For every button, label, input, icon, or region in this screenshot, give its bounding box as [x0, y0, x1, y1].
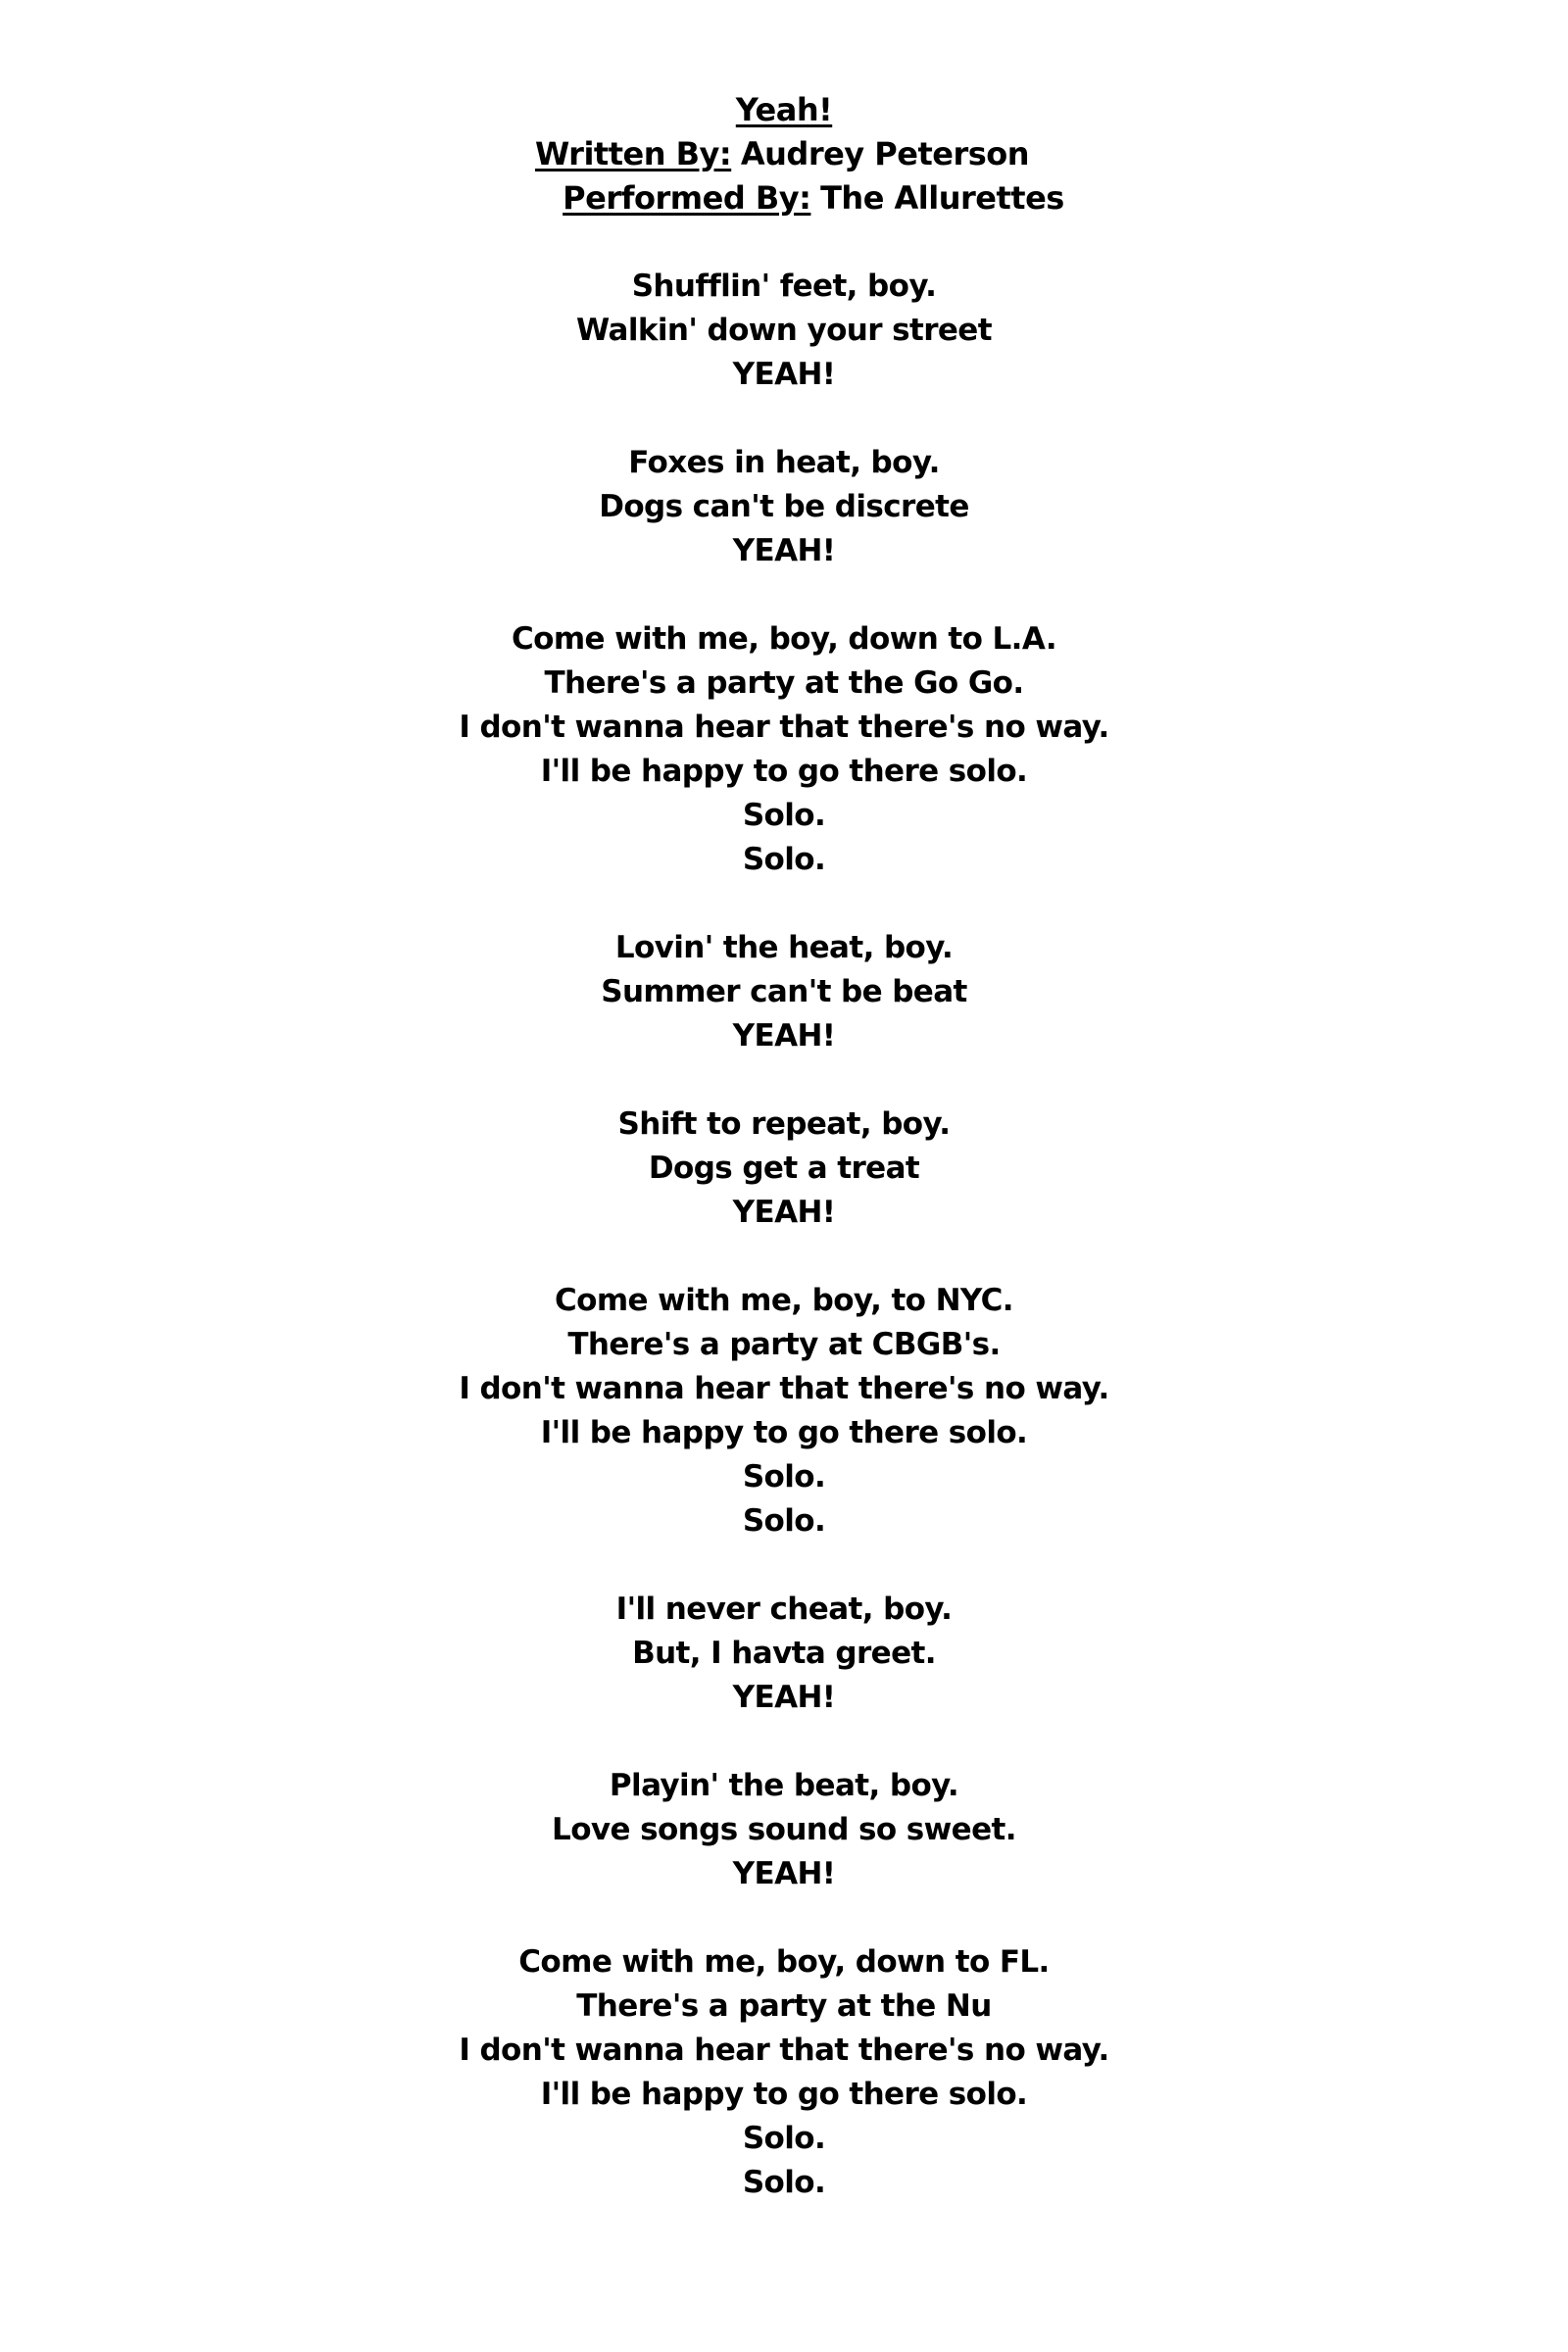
performed-by-line [29, 176, 1568, 220]
lyric-line: There's a party at CBGB's. [567, 1327, 1001, 1362]
performed-by-value: The Allurettes [820, 179, 1064, 217]
lyric-line: Dogs get a treat [648, 1151, 920, 1186]
lyric-line: Playin' the beat, boy. [609, 1768, 959, 1803]
lyric-line: Come with me, boy, down to L.A. [511, 621, 1057, 657]
lyric-line: Shift to repeat, boy. [617, 1106, 951, 1142]
lyric-line: YEAH! [732, 1680, 836, 1715]
lyric-line: I'll never cheat, boy. [615, 1592, 953, 1627]
written-by-line [0, 132, 1566, 176]
lyric-line: Summer can't be beat [601, 974, 967, 1009]
stanza-9 [0, 1940, 1568, 2205]
lyric-line: Solo. [742, 798, 826, 833]
lyric-line: Love songs sound so sweet. [552, 1812, 1016, 1847]
lyric-line: There's a party at the Nu [576, 1988, 992, 2024]
lyric-line: Solo. [742, 842, 826, 877]
stanza-4 [0, 926, 1568, 1058]
song-title [0, 88, 1568, 132]
written-by-value: Audrey Peterson [740, 135, 1030, 172]
lyric-line: Solo. [742, 1503, 826, 1539]
lyric-line: Come with me, boy, to NYC. [555, 1283, 1013, 1318]
stanza-7 [0, 1588, 1568, 1720]
lyric-line: YEAH! [732, 533, 836, 568]
lyric-line: YEAH! [732, 1856, 836, 1891]
lyrics-document [0, 88, 1568, 2205]
lyric-line: I'll be happy to go there solo. [540, 2077, 1028, 2112]
lyric-line: YEAH! [732, 1195, 836, 1230]
written-by-label: Written By: [534, 135, 732, 172]
stanza-6 [0, 1279, 1568, 1544]
lyric-line: Come with me, boy, down to FL. [518, 1944, 1050, 1980]
lyric-line: Foxes in heat, boy. [628, 445, 940, 480]
song-title-text: Yeah! [735, 91, 833, 128]
lyric-line: But, I havta greet. [632, 1636, 936, 1671]
lyric-line: Shufflin' feet, boy. [631, 269, 937, 304]
stanza-5 [0, 1102, 1568, 1235]
stanza-8 [0, 1764, 1568, 1896]
lyric-line: YEAH! [732, 1018, 836, 1054]
lyric-line: I'll be happy to go there solo. [540, 1415, 1028, 1450]
lyric-line: Walkin' down your street [576, 313, 992, 348]
lyric-line: Solo. [742, 2165, 826, 2200]
lyric-line: Solo. [742, 1459, 826, 1494]
lyric-line: I don't wanna hear that there's no way. [459, 710, 1109, 745]
performed-by-label: Performed By: [563, 179, 811, 217]
stanza-3 [0, 617, 1568, 882]
lyric-line: I don't wanna hear that there's no way. [459, 2033, 1109, 2068]
stanza-2 [0, 441, 1568, 573]
lyric-line: YEAH! [732, 357, 836, 392]
lyric-line: Solo. [742, 2121, 826, 2156]
lyric-line: There's a party at the Go Go. [544, 665, 1024, 701]
lyric-line: Lovin' the heat, boy. [614, 930, 954, 965]
lyric-line: I don't wanna hear that there's no way. [459, 1371, 1109, 1406]
lyric-line: I'll be happy to go there solo. [540, 754, 1028, 789]
stanza-1 [0, 265, 1568, 397]
lyric-line: Dogs can't be discrete [599, 489, 969, 524]
